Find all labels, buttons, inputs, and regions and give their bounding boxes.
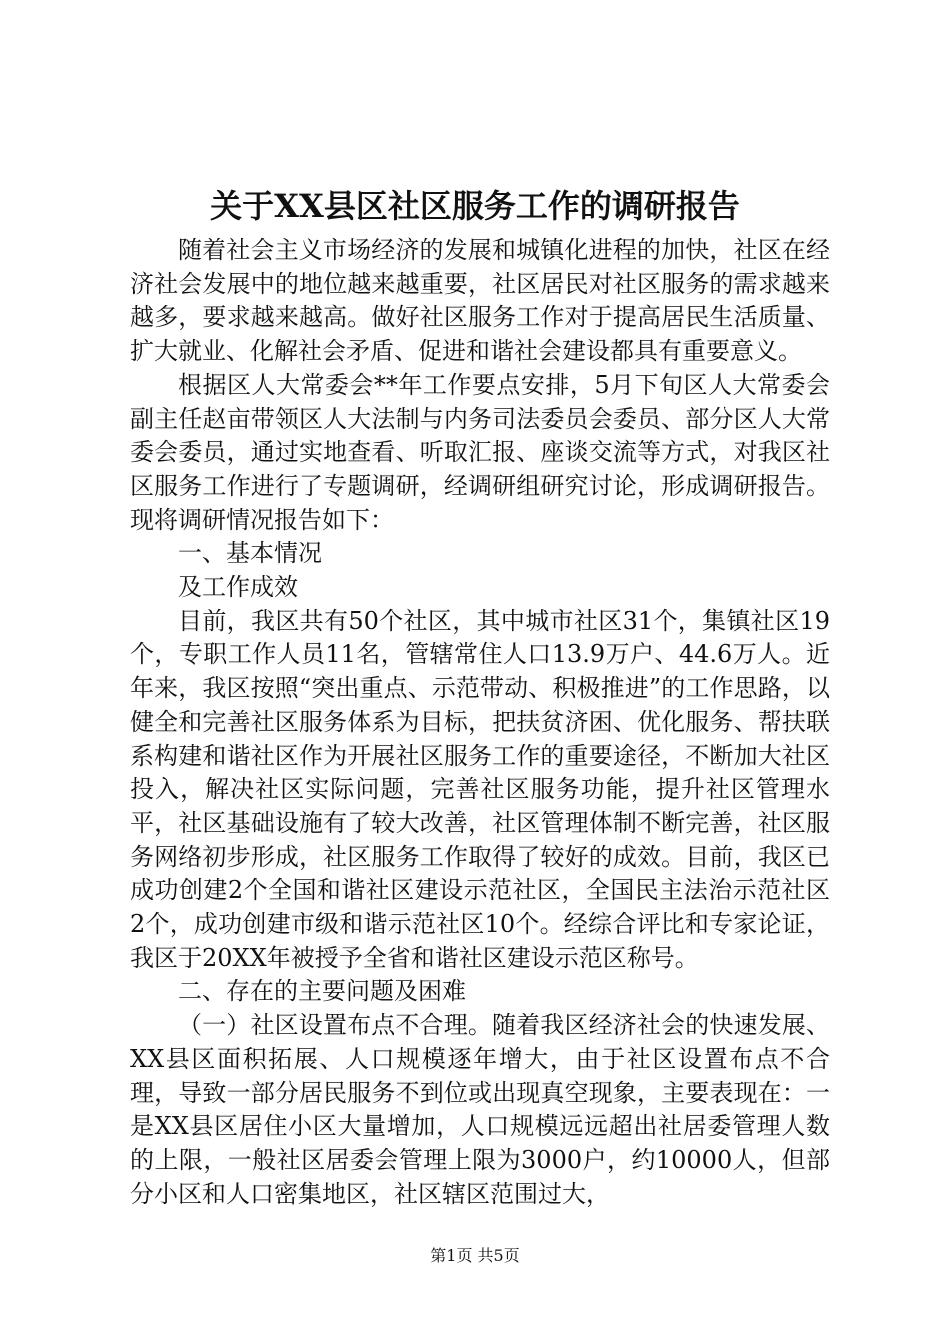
- paragraph-background: 根据区人大常委会**年工作要点安排，5月下旬区人大常委会副主任赵亩带领区人大法制与内务司法委员会委员、部分区人大常委会委员，通过实地查看、听取汇报、座谈交流等方式，对我区社区服务工作进行了专题调研，经调研组研究讨论，形成调研报告。现将调研情况报告如下：: [130, 370, 830, 534]
- paragraph-intro: 随着社会主义市场经济的发展和城镇化进程的加快，社区在经济社会发展中的地位越来越重要，社区居民对社区服务的需求越来越多，要求越来越高。做好社区服务工作对于提高居民生活质量、扩大就业、化解社会矛盾、促进和谐社会建设都具有重要意义。: [130, 236, 830, 366]
- section-heading-basic: 一、基本情况: [178, 539, 322, 568]
- document-title: 关于XX县区社区服务工作的调研报告: [210, 187, 740, 225]
- paragraph-current-status: 目前，我区共有50个社区，其中城市社区31个，集镇社区19个，专职工作人员11名，管辖常住人口13.9万户、44.6万人。近年来，我区按照“突出重点、示范带动、积极推进”的工作思路，以健全和完善社区服务体系为目标，把扶贫济困、优化服务、帮扶联系构建和谐社区作为开展社区服务工作的重要途径，不断加大社区投入，解决社区实际问题，完善社区服务功能，提升社区管理水平，社区基础设施有了较大改善，社区管理体制不断完善，社区服务网络初步形成，社区服务工作取得了较好的成效。目前，我区已成功创建2个全国和谐社区建设示范社区，全国民主法治示范社区2个，成功创建市级和谐示范社区10个。经综合评比和专家论证，我区于20XX年被授予全省和谐社区建设示范区称号。: [130, 606, 830, 972]
- section-heading-achievements: 及工作成效: [178, 573, 298, 602]
- paragraph-problem-one: （一）社区设置布点不合理。随着我区经济社会的快速发展、XX县区面积拓展、人口规模逐年增大，由于社区设置布点不合理，导致一部分居民服务不到位或出现真空现象，主要表现在：一是XX县区居住小区大量增加，人口规模远远超出社居委管理人数的上限，一般社区居委会管理上限为3000户，约10000人，但部分小区和人口密集地区，社区辖区范围过大，: [130, 1011, 830, 1208]
- section-heading-problems: 二、存在的主要问题及困难: [178, 977, 466, 1006]
- page-footer: 第1页 共5页: [430, 1246, 520, 1265]
- document-body: [130, 234, 830, 1211]
